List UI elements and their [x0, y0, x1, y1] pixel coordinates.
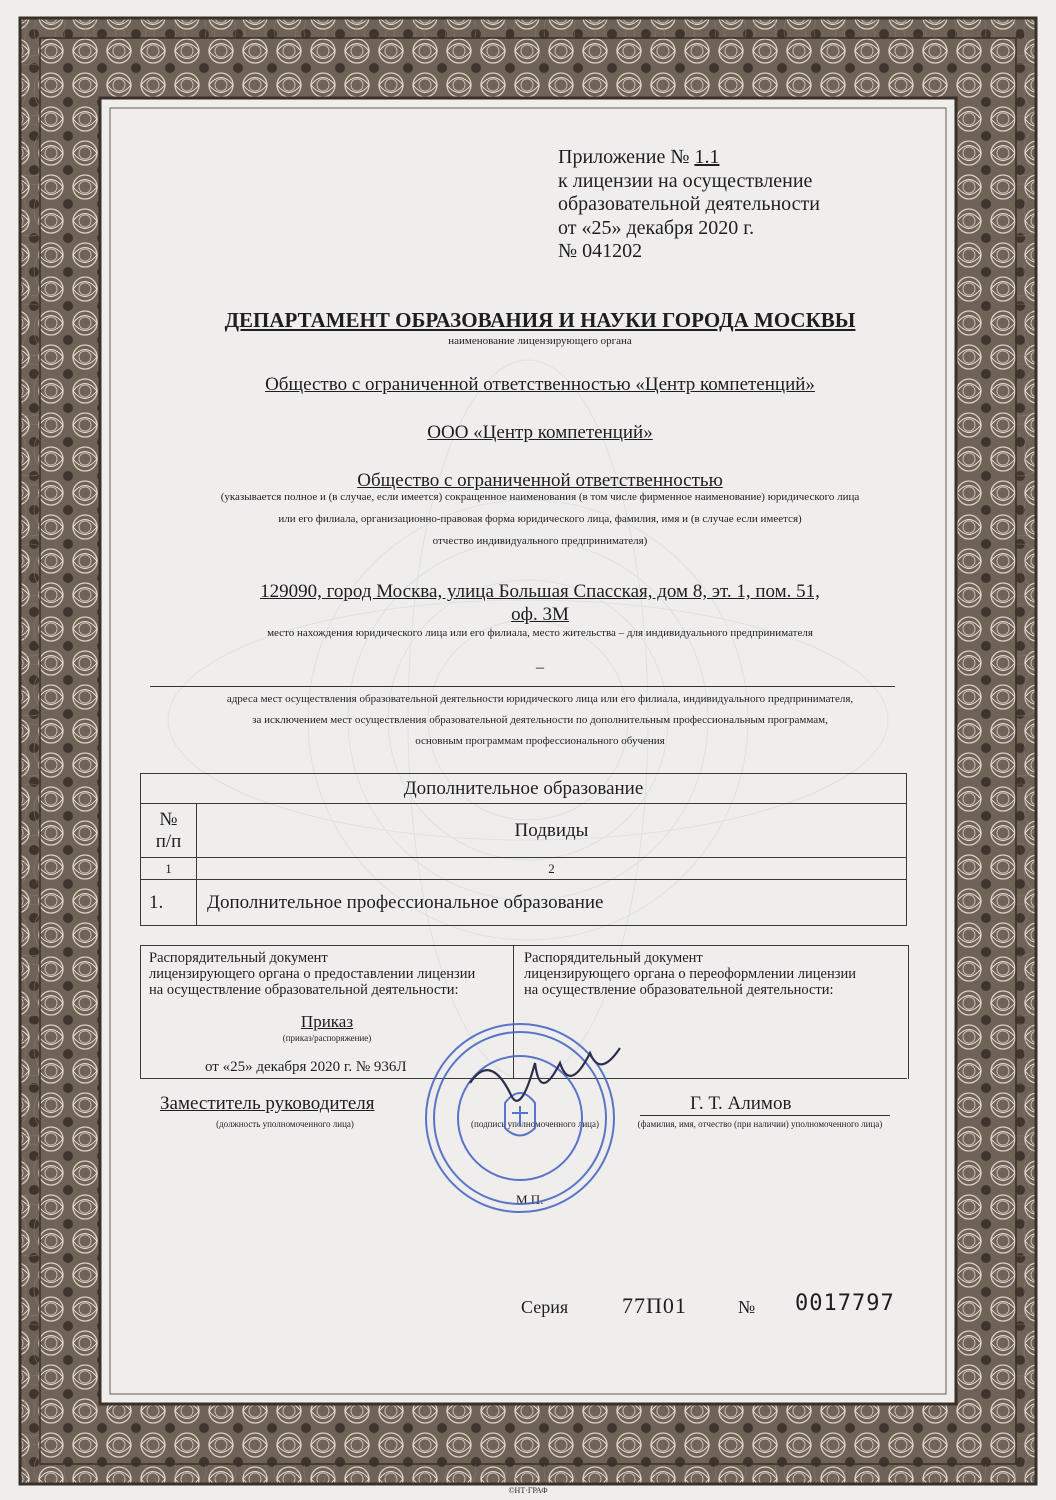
grant-doc-type-caption: (приказ/распоряжение) — [282, 1033, 372, 1043]
appendix-line3: образовательной деятельности — [558, 193, 820, 215]
education-table-title: Дополнительное образование — [141, 774, 907, 804]
appendix-number: 1.1 — [694, 146, 720, 168]
grant-doc-date-number: от «25» декабря 2020 г. № 936Л — [205, 1059, 407, 1075]
signer-position: Заместитель руководителя — [160, 1093, 375, 1114]
locations-caption-2: за исключением мест осуществления образовательной деятельности по дополнительным профессиональным программам, — [252, 714, 828, 726]
reissue-doc-line2: лицензирующего органа о переоформлении лицензии — [524, 966, 856, 982]
authority-caption: наименование лицензирующего органа — [448, 335, 632, 347]
signature-caption: (подпись уполномоченного лица) — [471, 1119, 599, 1129]
org-caption-3: отчество индивидуального предпринимателя) — [432, 535, 648, 547]
seal-mark: М.П. — [516, 1192, 544, 1207]
printer-mark: ©НТ·ГРАФ — [508, 1486, 548, 1495]
grant-doc-type: Приказ — [300, 1012, 354, 1031]
signature-scribble — [470, 1048, 620, 1101]
authority-name: ДЕПАРТАМЕНТ ОБРАЗОВАНИЯ И НАУКИ ГОРОДА МОСКВЫ — [224, 308, 856, 332]
col-header-number-2: п/п — [155, 830, 182, 852]
locations-caption-1: адреса мест осуществления образовательной деятельности юридического лица или его филиала, индивидуального предпринимателя, — [226, 693, 854, 705]
series-value: 77П01 — [622, 1293, 687, 1318]
appendix-license-date: от «25» декабря 2020 г. — [558, 216, 755, 239]
locations-caption-3: основным программам профессионального обучения — [415, 735, 665, 747]
address-line2: оф. 3М — [511, 604, 569, 625]
reissue-doc-line1: Распорядительный документ — [524, 950, 703, 966]
grant-doc-line3: на осуществление образовательной деятельности: — [149, 982, 459, 998]
locations-line — [150, 686, 895, 687]
address-caption: место нахождения юридического лица или его филиала, место жительства – для индивидуального предпринимателя — [267, 627, 813, 639]
signer-name-caption: (фамилия, имя, отчество (при наличии) уполномоченного лица) — [637, 1119, 883, 1129]
series-label: Серия — [521, 1297, 569, 1317]
table-row — [141, 880, 907, 926]
col-header-number — [141, 804, 197, 858]
signer-position-caption: (должность уполномоченного лица) — [216, 1119, 354, 1129]
col-index-2: 2 — [197, 858, 907, 880]
number-value: 0017797 — [795, 1291, 895, 1316]
org-full-name: Общество с ограниченной ответственностью «Центр компетенций» — [265, 374, 815, 395]
org-caption-2: или его филиала, организационно-правовая форма юридического лица, фамилия, имя и (в случае если имеется) — [278, 513, 802, 525]
grant-doc-line2: лицензирующего органа о предоставлении лицензии — [149, 966, 476, 982]
reissue-doc-line3: на осуществление образовательной деятельности: — [524, 982, 834, 998]
locations-value: – — [536, 659, 544, 676]
address-line1: 129090, город Москва, улица Большая Спасская, дом 8, эт. 1, пом. 51, — [260, 581, 820, 602]
col-index-1: 1 — [141, 858, 197, 880]
col-header-subtypes: Подвиды — [197, 804, 907, 858]
org-caption-1: (указывается полное и (в случае, если имеется) сокращенное наименования (в том числе фирменное наименование) юридического лица — [220, 491, 860, 503]
row-subtype: Дополнительное профессиональное образование — [197, 880, 907, 926]
row-number: 1. — [141, 880, 197, 926]
appendix-title: Приложение № — [558, 146, 690, 168]
appendix-line2: к лицензии на осуществление — [558, 169, 813, 192]
official-seal — [400, 1018, 640, 1218]
appendix-license-number: № 041202 — [558, 240, 643, 262]
org-legal-form: Общество с ограниченной ответственностью — [357, 470, 723, 491]
number-label: № — [738, 1297, 756, 1317]
grant-doc-line1: Распорядительный документ — [149, 950, 328, 966]
org-short-name: ООО «Центр компетенций» — [427, 422, 653, 443]
signer-name-line — [640, 1115, 890, 1116]
signer-name: Г. Т. Алимов — [690, 1093, 792, 1114]
appendix-block — [558, 146, 820, 264]
education-table — [140, 773, 907, 926]
col-header-number-1: № — [159, 808, 178, 830]
